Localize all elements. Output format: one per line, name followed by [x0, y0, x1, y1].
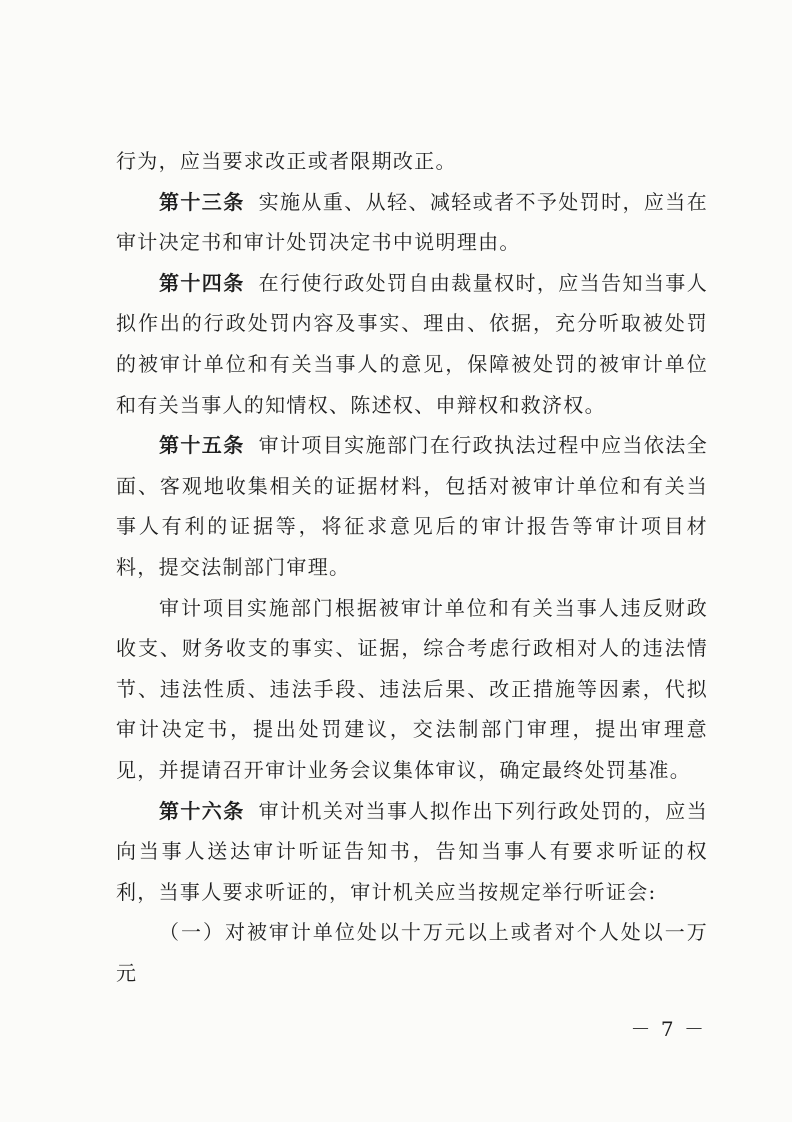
paragraph-article-13: [116, 182, 708, 263]
article-heading: 第十五条: [159, 433, 245, 458]
paragraph-item-1: [116, 912, 708, 993]
paragraph: [116, 588, 708, 791]
paragraph-article-16: [116, 791, 708, 913]
paragraph-text: 审计机关对当事人拟作出下列行政处罚的，应当向当事人送达审计听证告知书，告知当事人有要求听证的权利，当事人要求听证的，审计机关应当按规定举行听证会:: [116, 798, 708, 904]
paragraph-text: 实施从重、从轻、减轻或者不予处罚时，应当在审计决定书和审计处罚决定书中说明理由。: [116, 189, 708, 255]
paragraph-text: 审计项目实施部门根据被审计单位和有关当事人违反财政收支、财务收支的事实、证据，综合考虑行政相对人的违法情节、违法性质、违法手段、违法后果、改正措施等因素，代拟审计决定书，提出处罚建议，交法制部门审理，提出审理意见，并提请召开审计业务会议集体审议，确定最终处罚基准。: [116, 595, 708, 782]
article-heading: 第十六条: [159, 798, 245, 823]
paragraph: [116, 141, 708, 182]
paragraph-article-14: [116, 263, 708, 425]
article-heading: 第十三条: [159, 189, 245, 214]
page-number: － 7 －: [630, 1017, 706, 1041]
paragraph-text: 在行使行政处罚自由裁量权时，应当告知当事人拟作出的行政处罚内容及事实、理由、依据，充分听取被处罚的被审计单位和有关当事人的意见，保障被处罚的被审计单位和有关当事人的知情权、陈述权、申辩权和救济权。: [116, 270, 708, 417]
paragraph-text: （一）对被审计单位处以十万元以上或者对个人处以一万元: [116, 920, 708, 985]
paragraph-text: 行为，应当要求改正或者限期改正。: [116, 149, 457, 173]
article-heading: 第十四条: [159, 270, 245, 295]
paragraph-article-15: [116, 425, 708, 587]
paragraph-text: 审计项目实施部门在行政执法过程中应当依法全面、客观地收集相关的证据材料，包括对被审计单位和有关当事人有利的证据等，将征求意见后的审计报告等审计项目材料，提交法制部门审理。: [116, 433, 708, 579]
document-body: [116, 141, 708, 993]
